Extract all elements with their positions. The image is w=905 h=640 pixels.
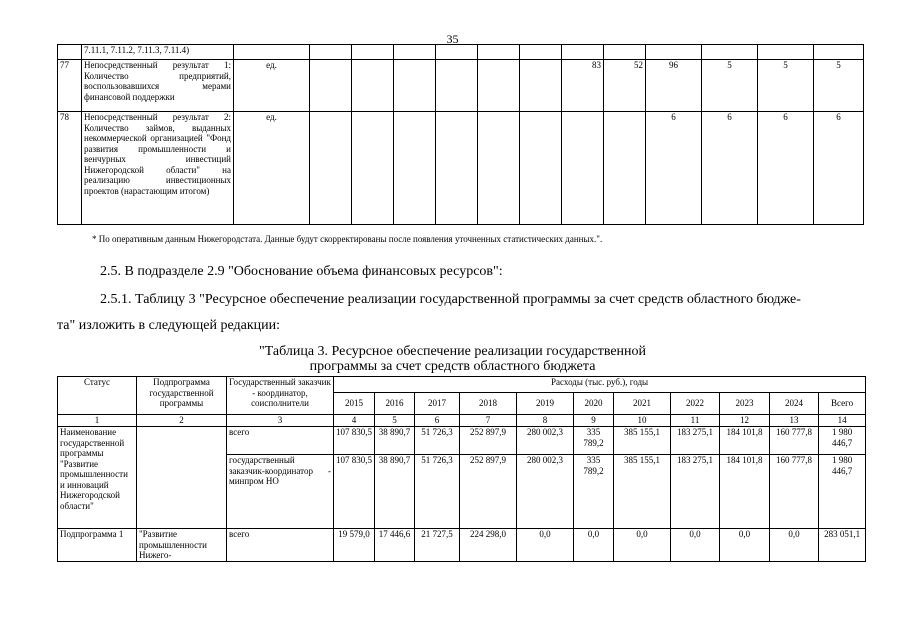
header-year: 2022 [671,393,720,415]
value-cell: 183 275,1 [671,455,720,529]
column-number: 5 [375,415,415,427]
value-cell: 51 726,3 [415,427,460,455]
row-number: 78 [58,112,82,225]
column-number: 14 [819,415,866,427]
header-subprogram: Подпрограмма государственной программы [137,377,227,415]
value-cell [520,60,562,112]
header-customer: Государственный заказчик - координатор, соисполнители [227,377,334,415]
value-cell: 17 446,6 [375,529,415,562]
column-number: 11 [671,415,720,427]
section-paragraph-line2: та" изложить в следующей редакции: [57,318,280,333]
value-cell: 1 980 446,7 [819,427,866,455]
value-cell: 38 890,7 [375,427,415,455]
value-cell [394,60,436,112]
value-cell [478,60,520,112]
value-cell [352,112,394,225]
value-cell: 38 890,7 [375,455,415,529]
footnote: * По оперативным данным Нижегородстата. Данные будут скорректированы после появления уточненных статистических данных.". [92,234,603,244]
subprogram-status: Подпрограмма 1 [58,529,137,562]
unit: ед. [234,60,310,112]
header-year: 2019 [517,393,574,415]
program-subprogram [137,427,227,529]
table-row [58,45,864,60]
table-title-line2: программы за счет средств областного бюджета [309,359,596,374]
value-cell: 107 830,5 [334,427,375,455]
value-cell: 183 275,1 [671,427,720,455]
resource-table [57,376,866,562]
table-row [58,529,866,562]
header-year: 2018 [460,393,517,415]
value-cell: 0,0 [614,529,671,562]
value-cell: 252 897,9 [460,427,517,455]
header-total: Всего [819,393,866,415]
value-cell [520,112,562,225]
value-cell: 280 002,3 [517,427,574,455]
program-status: Наименование государственной программы "Развитие промышленности и инноваций Нижегородской области" [58,427,137,529]
value-cell: 335 789,2 [574,455,614,529]
section-paragraph-line1: 2.5.1. Таблицу 3 "Ресурсное обеспечение реализации государственной программы за счет средств областного бюдже- [100,292,801,307]
column-number: 9 [574,415,614,427]
cell-text: 7.11.1, 7.11.2, 7.11.3, 7.11.4) [82,45,234,60]
value-cell: 385 155,1 [614,455,671,529]
column-number: 2 [137,415,227,427]
column-number-row [58,415,866,427]
column-number: 10 [614,415,671,427]
customer-cell: государственный заказчик-координатор - минпром НО [227,455,334,529]
header-row [58,377,866,393]
column-number: 13 [770,415,819,427]
table-row [58,427,866,455]
value-cell [310,112,352,225]
header-year: 2020 [574,393,614,415]
column-number: 4 [334,415,375,427]
value-cell: 6 [758,112,814,225]
value-cell: 51 726,3 [415,455,460,529]
subprogram-name: "Развитие промышленности Нижего- [137,529,227,562]
customer-cell: всего [227,529,334,562]
indicator-name: Непосредственный результат 1: Количество предприятий, воспользовавшихся мерами финансовой поддержки [82,60,234,112]
indicator-name: Непосредственный результат 2: Количество займов, выданных некоммерческой организацией "Фонд развития промышленности и венчурных инвестиций Нижегородской области" на реализацию инвестиционных проектов (нарастающим итогом) [82,112,234,225]
value-cell: 184 101,8 [720,427,770,455]
unit: ед. [234,112,310,225]
value-cell: 0,0 [770,529,819,562]
row-number: 77 [58,60,82,112]
header-year: 2024 [770,393,819,415]
value-cell: 6 [702,112,758,225]
value-cell: 283 051,1 [819,529,866,562]
column-number: 7 [460,415,517,427]
table-title-line1: "Таблица 3. Ресурсное обеспечение реализации государственной [258,344,647,359]
value-cell: 19 579,0 [334,529,375,562]
value-cell [352,60,394,112]
table-row [58,60,864,112]
value-cell: 0,0 [574,529,614,562]
column-number: 8 [517,415,574,427]
value-cell [478,112,520,225]
value-cell: 5 [702,60,758,112]
table-row [58,112,864,225]
column-number: 6 [415,415,460,427]
value-cell: 107 830,5 [334,455,375,529]
value-cell [394,112,436,225]
value-cell: 96 [646,60,702,112]
value-cell [562,112,604,225]
header-expenses: Расходы (тыс. руб.), годы [334,377,866,393]
value-cell: 252 897,9 [460,455,517,529]
header-year: 2015 [334,393,375,415]
value-cell: 160 777,8 [770,427,819,455]
value-cell: 1 980 446,7 [819,455,866,529]
value-cell: 184 101,8 [720,455,770,529]
value-cell [604,112,646,225]
page-number: 35 [446,32,459,46]
value-cell: 52 [604,60,646,112]
value-cell: 224 298,0 [460,529,517,562]
value-cell: 5 [814,60,864,112]
column-number: 3 [227,415,334,427]
value-cell: 335 789,2 [574,427,614,455]
value-cell: 160 777,8 [770,455,819,529]
value-cell: 6 [814,112,864,225]
value-cell: 0,0 [720,529,770,562]
value-cell: 0,0 [517,529,574,562]
header-year: 2016 [375,393,415,415]
value-cell [436,112,478,225]
column-number: 12 [720,415,770,427]
value-cell [436,60,478,112]
value-cell: 0,0 [671,529,720,562]
value-cell: 6 [646,112,702,225]
customer-cell: всего [227,427,334,455]
section-paragraph: 2.5. В подразделе 2.9 "Обоснование объема финансовых ресурсов": [100,264,503,279]
indicators-table [57,44,864,225]
header-year: 2023 [720,393,770,415]
header-status: Статус [58,377,137,415]
header-year: 2021 [614,393,671,415]
value-cell: 385 155,1 [614,427,671,455]
column-number: 1 [58,415,137,427]
value-cell: 5 [758,60,814,112]
value-cell [310,60,352,112]
value-cell: 280 002,3 [517,455,574,529]
value-cell: 83 [562,60,604,112]
header-year: 2017 [415,393,460,415]
value-cell: 21 727,5 [415,529,460,562]
